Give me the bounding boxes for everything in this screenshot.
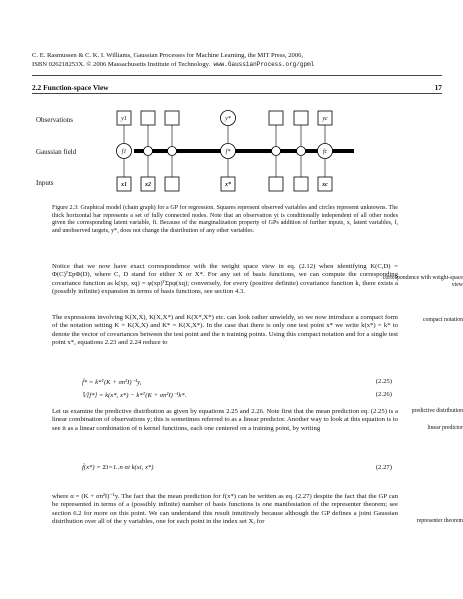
margin-note-correspondence: correspondence with weight-space view — [382, 275, 463, 289]
paragraph-4: where α = (K + σn²I)⁻¹y. The fact that the mean prediction for f(x*) can be written as eq. (2.27) despite the fact that the GP can be represented in terms of a (possibly infinite) number of basis functions is one manifestation of the representer theorem; see section 6.2 for more on this point. We can understand this result intuitively because although the GP defines a joint Gaussian distribution over all of the y variables, one for each point in the index set X, for — [52, 493, 398, 526]
label-ystar: y* — [225, 116, 231, 122]
paragraph-2: The expressions involving K(X,X), K(X,X*) and K(X*,X*) etc. can look rather unwieldy, so we now introduce a compact form of the notation setting K = K(X,X) and K* = K(X,X*). In the case that there is only one test point x* we write k(x*) = k* to denote the vector of covariances between the test point and the n training points. Using this compact notation and for a single test point x*, equations 2.23 and 2.24 reduce to — [52, 314, 398, 347]
label-f1: f1 — [121, 149, 127, 155]
label-fc: fc — [322, 149, 328, 155]
observed-node — [294, 111, 308, 125]
latent-node — [272, 147, 281, 156]
latent-node — [297, 147, 306, 156]
label-xc: xc — [322, 182, 328, 188]
latent-node — [168, 147, 177, 156]
label-fstar: f* — [225, 149, 231, 155]
paragraph-3: Let us examine the predictive distribution as given by equations 2.25 and 2.26. Note first that the mean prediction eq. (2.25) is a linear combination of observations y; this is sometimes referred to as a linear predictor. Another way to look at this equation is to see it as a linear combination of n kernel functions, each one centered on a training point, by writing — [52, 408, 398, 432]
input-node — [294, 177, 308, 191]
book-url[interactable]: www.GaussianProcess.org/gpml — [213, 60, 315, 68]
running-head-rule — [32, 93, 442, 94]
paragraph-1: Notice that we now have exact correspondence with the weight space view in eq. (2.12) when identifying K(C,D) = Φ(C)ᵀΣpΦ(D), where C, D stand for either X or X*. For any set of basis functions, we can compute the corresponding covariance function as k(xp, xq) = φ(xp)ᵀΣpφ(xq); conversely, for every (positive definite) covariance function k, there exists a (possibly infinite) expansion in terms of basis functions, see section 4.3. — [52, 263, 398, 296]
input-node — [165, 177, 179, 191]
observed-node — [165, 111, 179, 125]
observed-node — [269, 111, 283, 125]
margin-note-linear-predictor: linear predictor — [427, 425, 463, 431]
row-label-gaussian-field: Gaussian field — [36, 148, 77, 156]
equation-2-25: f̄* = k*ᵀ(K + σn²I)⁻¹y, (2.25) — [82, 378, 392, 386]
row-label-observations: Observations — [36, 116, 73, 124]
margin-note-predictive: predictive distribution — [411, 408, 463, 414]
figure-caption: Figure 2.3: Graphical model (chain graph) for a GP for regression. Squares represent observed variables and circles represent unknowns. The thick horizontal bar represents a set of fully connected nodes. Note that an observation yi is conditionally independent of all other nodes given the corresponding latent variable, fi. Because of the marginalization property of GPs addition of further inputs, x, latent variables, f, and unobserved targets, y*, does not change the distribution of any other variables. — [52, 205, 398, 234]
row-label-inputs: Inputs — [36, 179, 54, 187]
label-y1: y1 — [121, 116, 127, 122]
observed-node — [141, 111, 155, 125]
margin-note-representer: representer theorem — [416, 518, 463, 524]
equation-2-26: 𝕍[f*] = k(x*, x*) − k*ᵀ(K + σn²I)⁻¹k*. (2.26) — [82, 391, 392, 399]
citation-header — [32, 52, 442, 69]
page-number: 17 — [434, 83, 442, 92]
label-x1: x1 — [121, 182, 127, 188]
section-title: 2.2 Function-space View — [32, 83, 109, 92]
citation-line-1: C. E. Rasmussen & C. K. I. Williams, Gaussian Processes for Machine Learning, the MIT Press, 2006, — [32, 52, 304, 59]
label-yc: yc — [322, 116, 328, 122]
input-node — [269, 177, 283, 191]
latent-node — [144, 147, 153, 156]
margin-note-compact-notation: compact notation — [422, 317, 463, 323]
chain-graph-figure — [32, 100, 442, 210]
running-head — [32, 83, 442, 92]
equation-2-27: f̄(x*) = Σi=1..n αi k(xi, x*) (2.27) — [82, 464, 392, 471]
header-rule — [32, 75, 442, 76]
label-x2: x2 — [145, 182, 151, 188]
citation-line-2: ISBN 026218253X. © 2006 Massachusetts Institute of Technology. — [32, 60, 211, 68]
label-xstar: x* — [225, 182, 231, 188]
